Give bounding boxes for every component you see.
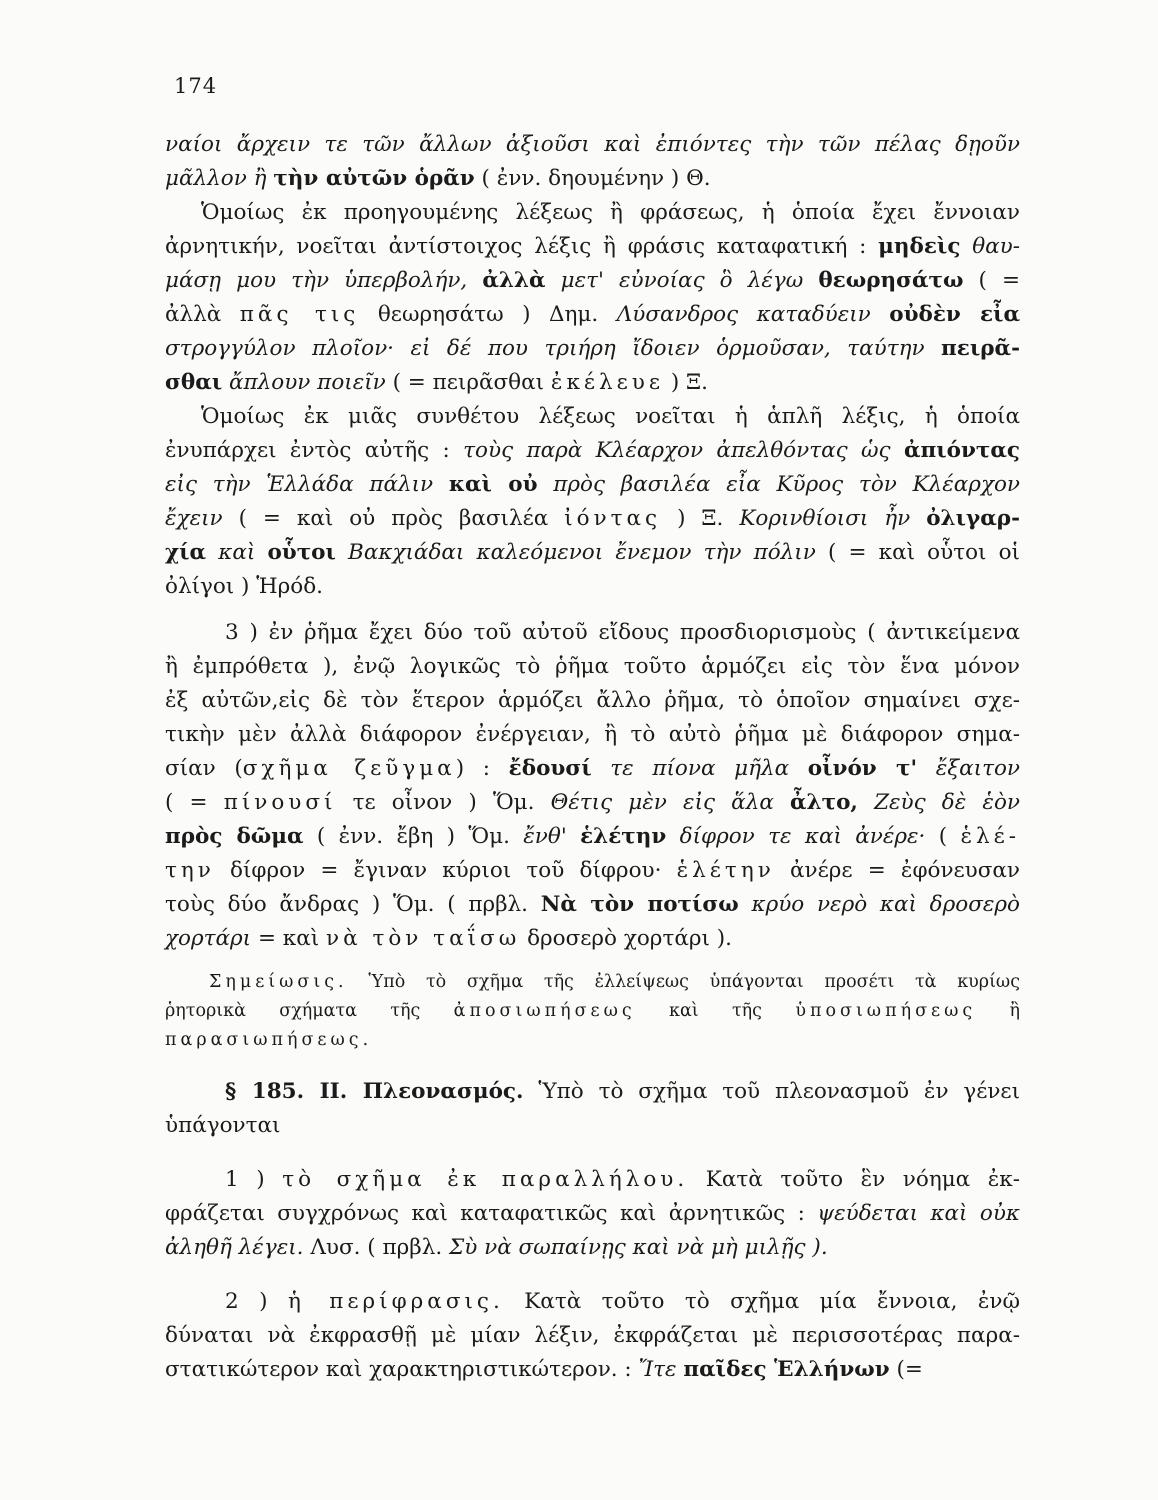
text-line (165, 162, 1020, 196)
text-line (165, 616, 1020, 650)
text-run: Βακχιάδαι καλεόμενοι ἔνεμον τὴν πόλιν (335, 540, 816, 565)
text-run: νὰ τὸν ταΐσω (326, 926, 521, 951)
text-run: ἢ ἐμπρόθετα ), ἐνῷ λογικῶς τὸ ῥῆμα τοῦτο ἁρμόζει εἰς τὸν ἕνα μόνον (165, 654, 1020, 679)
text-run: ἄπλουν ποιεῖν (222, 370, 386, 395)
text-line (165, 752, 1020, 786)
text-line (165, 820, 1020, 854)
page-body (165, 128, 1020, 1387)
text-line (165, 1026, 1020, 1055)
text-run: ἰόντας (564, 506, 662, 531)
text-run: μᾶλλον ἢ (165, 166, 274, 191)
text-run: ἢ (976, 1001, 1020, 1021)
text-run: ἆλτο, (790, 790, 858, 815)
text-line (165, 968, 1020, 997)
text-line (165, 1231, 1020, 1265)
text-line (165, 298, 1020, 332)
text-line (165, 1353, 1020, 1387)
text-run: τικὴν μὲν ἀλλὰ διάφορον ἐνέργειαν, ἢ τὸ αὐτὸ ῥῆμα μὲ διάφορον σημα- (165, 722, 1020, 747)
text-line (165, 332, 1020, 366)
text-run: ὑποσιωπήσεως (795, 1001, 977, 1021)
text-run: μάσῃ μου τὴν ὑπερβολήν, (165, 268, 483, 293)
text-run: 1 ) (225, 1167, 283, 1192)
page-number: 174 (174, 74, 218, 98)
text-line (165, 1319, 1020, 1353)
text-run: ἀλλὰ (165, 302, 240, 327)
text-run: οὗτοι (267, 540, 336, 565)
text-run: μετ' εὐνοίας ὃ λέγω (545, 268, 819, 293)
text-run: χία (165, 540, 207, 565)
text-run: ( = καὶ οὗτοι οἱ (815, 540, 1020, 565)
text-run: παῖδες Ἑλλήνων (683, 1357, 890, 1382)
text-run: δύναται νὰ ἐκφρασθῇ μὲ μίαν λέξιν, ἐκφράζεται μὲ περισσοτέρας παρα- (165, 1323, 1020, 1348)
text-run: Σημείωσις. (209, 972, 348, 992)
text-run: ἐνυπάρχει ἐντὸς αὐτῆς : (165, 438, 464, 463)
text-line (165, 196, 1020, 230)
text-run: Ὑπὸ τὸ σχῆμα τῆς ἐλλείψεως ὑπάγονται προσέτι τὰ κυρίως (347, 972, 1020, 992)
text-run: ) : (455, 756, 509, 781)
text-run: ναίοι ἄρχειν τε τῶν ἄλλων ἀξιοῦσι καὶ ἐπιόντες τὴν τῶν πέλας δῃοῦν (165, 132, 1020, 157)
text-run: ἔδουσί (508, 756, 592, 781)
section-185 (165, 1075, 1020, 1143)
paragraph-4 (165, 616, 1020, 956)
text-run: Ὁμοίως ἐκ μιᾶς συνθέτου λέξεως νοεῖται ἡ ἁπλῆ λέξις, ἡ ὁποία (201, 404, 1020, 429)
text-run: ἐκέλευε (550, 370, 664, 395)
text-run: ψεύδεται καὶ οὐκ (817, 1201, 1021, 1226)
text-run: Θέτις μὲν εἰς ἅλα (550, 790, 790, 815)
text-line (165, 997, 1020, 1026)
text-run: (= (889, 1357, 923, 1382)
text-run: τὴν αὐτῶν ὁρᾶν (273, 166, 475, 191)
note (165, 968, 1020, 1055)
text-run: Σὺ νὰ σωπαίνῃς καὶ νὰ μὴ μιλῇς ). (449, 1235, 828, 1260)
text-line (165, 650, 1020, 684)
text-run: ἀρνητικήν, νοεῖται ἀντίστοιχος λέξις ἢ φράσις καταφατική : (165, 234, 879, 259)
text-run: ἔχειν (165, 506, 223, 531)
text-run: κρύο νερὸ καὶ δροσερὸ (738, 892, 1020, 917)
text-run: = καὶ (251, 926, 327, 951)
text-line (165, 1075, 1020, 1109)
text-line (165, 922, 1020, 956)
text-run: καὶ (206, 540, 268, 565)
text-run: τε πίονα μῆλα (591, 756, 808, 781)
text-run: ἡ περίφρασις. (287, 1289, 504, 1314)
text-run: δίφρον = ἔγιναν κύριοι τοῦ δίφρου· (214, 858, 677, 883)
text-line (165, 502, 1020, 536)
text-run: πειρᾶ- (941, 336, 1020, 361)
text-run: ἔνθ' (523, 824, 581, 849)
text-run: ( = (165, 790, 224, 815)
text-run: μηδεὶς (878, 234, 961, 259)
text-line (165, 854, 1020, 888)
text-line (165, 536, 1020, 570)
text-line (165, 366, 1020, 400)
text-run: Λυσ. ( πρβλ. (303, 1235, 450, 1260)
text-run: ἔξαιτον (917, 756, 1020, 781)
text-line (165, 570, 1020, 604)
text-line (165, 434, 1020, 468)
text-run: ( ἐνν. δηουμένην ) Θ. (474, 166, 711, 191)
text-run: ) Ξ. (664, 370, 709, 395)
text-run: ὀλίγοι ) Ἡρόδ. (165, 574, 323, 599)
text-run: τοὺς παρὰ Κλέαρχον ἀπελθόντας ὡς (463, 438, 904, 463)
text-run: δροσερὸ χορτάρι ). (520, 926, 732, 951)
text-line (165, 718, 1020, 752)
text-run: ἑλέτην (580, 824, 667, 849)
text-run: Ἴτε (638, 1357, 684, 1382)
text-run: σθαι (165, 370, 223, 395)
text-run: παρασιωπήσεως. (165, 1030, 373, 1050)
text-run: ἀνέρε = ἐφόνευσαν (774, 858, 1020, 883)
paragraph-7 (165, 1285, 1020, 1387)
text-run: δίφρον τε καὶ ἀνέρε· (666, 824, 926, 849)
text-run: ) Ξ. (661, 506, 740, 531)
text-line (165, 786, 1020, 820)
text-run: Ὁμοίως ἐκ προηγουμένης λέξεως ἢ φράσεως, ἡ ὁποία ἔχει ἔννοιαν (201, 200, 1020, 225)
text-run: ( = καὶ οὐ πρὸς βασιλέα (222, 506, 565, 531)
text-run: ( = πειρᾶσθαι (385, 370, 551, 395)
text-run: ὑπάγονται (165, 1113, 281, 1138)
text-run: ἐξ αὐτῶν,εἰς δὲ τὸν ἕτερον ἁρμόζει ἄλλο ῥῆμα, τὸ ὁποῖον σημαίνει σχε- (165, 688, 1020, 713)
text-line (165, 230, 1020, 264)
text-run: ἀλλὰ (482, 268, 546, 293)
text-run: ἀληθῆ λέγει. (165, 1235, 304, 1260)
text-run: θεωρησάτω ) Δημ. (359, 302, 617, 327)
text-run: στατικώτερον καὶ χαρακτηριστικώτερον. : (165, 1357, 639, 1382)
text-run: Κορινθίοισι ἦν (739, 506, 927, 531)
text-run: Νὰ τὸν ποτίσω (540, 892, 739, 917)
paragraph-1 (165, 128, 1020, 196)
text-run: θαυ- (960, 234, 1020, 259)
text-line (165, 1109, 1020, 1143)
text-line (165, 1197, 1020, 1231)
text-run: 3 ) ἐν ῥῆμα ἔχει δύο τοῦ αὐτοῦ εἴδους προσδιορισμοὺς ( ἀντικείμενα (225, 620, 1020, 645)
text-line (165, 684, 1020, 718)
text-run: ὀλιγαρ- (926, 506, 1020, 531)
text-run: Κατὰ τοῦτο ἓν νόημα ἐκ- (688, 1167, 1020, 1192)
text-line (165, 468, 1020, 502)
text-line (165, 1163, 1020, 1197)
paragraph-3 (165, 400, 1020, 604)
text-run: φράζεται συγχρόνως καὶ καταφατικῶς καὶ ἀρνητικῶς : (165, 1201, 818, 1226)
text-line (165, 1285, 1020, 1319)
text-run: σίαν ( (165, 756, 243, 781)
text-run: θεωρησάτω (818, 268, 964, 293)
paragraph-6 (165, 1163, 1020, 1265)
text-run: στρογγύλον πλοῖον· εἰ δέ που τριήρη ἴδοιεν ὁρμοῦσαν, ταύτην (165, 336, 942, 361)
text-line (165, 128, 1020, 162)
text-run: ἑλέ- (960, 824, 1021, 849)
text-run: ἑλέτην (676, 858, 775, 883)
text-run: ἀποσιωπήσεως (453, 1001, 636, 1021)
text-run: 2 ) (225, 1289, 288, 1314)
text-line (165, 888, 1020, 922)
text-run: τὸ σχῆμα ἐκ παραλλήλου. (282, 1167, 689, 1192)
text-run: οὐδὲν εἶα (889, 302, 1021, 327)
text-run: τε οἶνον ) Ὅμ. (336, 790, 551, 815)
text-run: ( = (963, 268, 1021, 293)
paragraph-2 (165, 196, 1020, 400)
text-run: πᾶς τις (239, 302, 360, 327)
text-line (165, 400, 1020, 434)
text-run: καὶ οὐ (448, 472, 538, 497)
text-run: σχῆμα ζεῦγμα (242, 756, 456, 781)
text-run: εἰς τὴν Ἑλλάδα πάλιν (165, 472, 449, 497)
text-run: τοὺς δύο ἄνδρας ) Ὅμ. ( πρβλ. (165, 892, 541, 917)
text-run: Λύσανδρος καταδύειν (616, 302, 890, 327)
text-run: ( (925, 824, 961, 849)
text-run: Ὑπὸ τὸ σχῆμα τοῦ πλεονασμοῦ ἐν γένει (523, 1079, 1021, 1104)
text-run: καὶ τῆς (635, 1001, 796, 1021)
text-line (165, 264, 1020, 298)
text-run: πρὸς δῶμα (165, 824, 304, 849)
text-run: πίνουσί (223, 790, 337, 815)
text-run: ( ἐνν. ἔβη ) Ὅμ. (303, 824, 524, 849)
text-run: χορτάρι (165, 926, 252, 951)
text-run: πρὸς βασιλέα εἶα Κῦρος τὸν Κλέαρχον (537, 472, 1020, 497)
text-run: ἀπιόντας (903, 438, 1020, 463)
text-run: Κατὰ τοῦτο τὸ σχῆμα μία ἔννοια, ἐνῷ (503, 1289, 1020, 1314)
text-run: § 185. ΙΙ. Πλεονασμός. (225, 1079, 524, 1104)
text-run: οἶνόν τ' (807, 756, 918, 781)
text-run: την (165, 858, 215, 883)
text-run: ῥητορικὰ σχήματα τῆς (165, 1001, 454, 1021)
text-run: Ζεὺς δὲ ἑὸν (857, 790, 1020, 815)
